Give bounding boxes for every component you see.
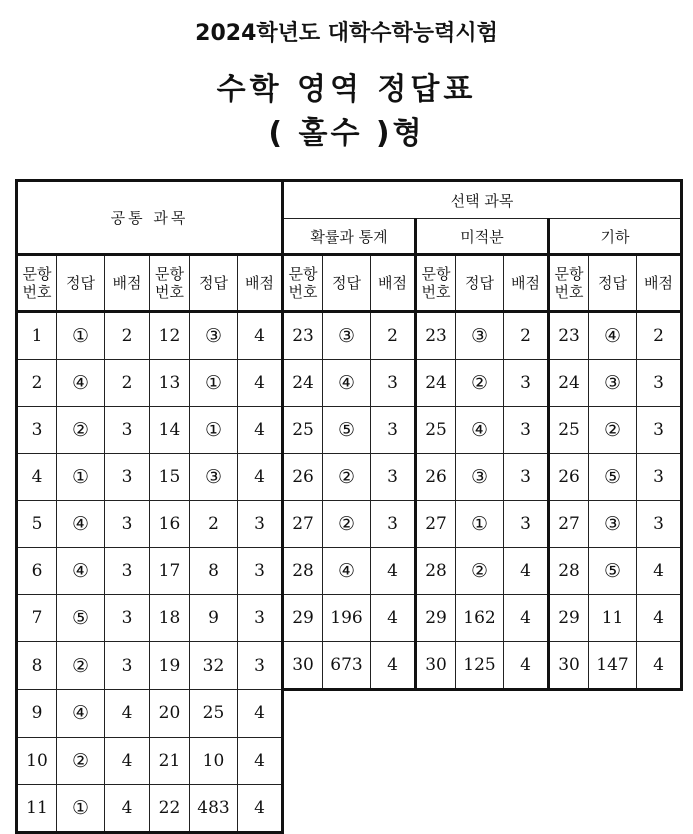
score: 3: [105, 642, 150, 690]
exam-type: ( 홀수 )형: [268, 116, 425, 151]
question-number: 18: [150, 595, 190, 642]
col-header-answer: 정답: [323, 255, 371, 312]
answer: ⑤: [589, 454, 637, 501]
question-number: 26: [416, 454, 456, 501]
answer: ③: [190, 312, 238, 360]
answer: ②: [57, 407, 105, 454]
answer: ⑤: [589, 548, 637, 595]
subject-header-calc: 미적분: [416, 219, 549, 255]
table-row: [17, 501, 682, 548]
table-row: [17, 407, 682, 454]
answer: ②: [57, 737, 105, 784]
table-row: [17, 548, 682, 595]
answer: 196: [323, 595, 371, 642]
answer: ④: [57, 360, 105, 407]
empty-cell: [283, 690, 323, 738]
question-number: 16: [150, 501, 190, 548]
empty-cell: [323, 784, 371, 832]
table-row: [17, 360, 682, 407]
score: 3: [371, 501, 416, 548]
question-number: 26: [549, 454, 589, 501]
question-number: 8: [17, 642, 57, 690]
score: 4: [238, 312, 283, 360]
question-number: 25: [549, 407, 589, 454]
score: 4: [238, 690, 283, 738]
question-number: 19: [150, 642, 190, 690]
empty-cell: [549, 784, 589, 832]
score: 3: [504, 360, 549, 407]
table-row: [17, 454, 682, 501]
table-row: [17, 595, 682, 642]
col-header-score: 배점: [105, 255, 150, 312]
empty-cell: [549, 690, 589, 738]
score: 4: [371, 642, 416, 690]
score: 3: [371, 360, 416, 407]
answer: ②: [323, 454, 371, 501]
question-number: 30: [416, 642, 456, 690]
answer: ④: [57, 690, 105, 738]
score: 3: [371, 454, 416, 501]
question-number: 3: [17, 407, 57, 454]
question-number: 12: [150, 312, 190, 360]
elective-subject-header: 선택 과목: [283, 181, 682, 219]
question-number: 1: [17, 312, 57, 360]
question-number: 28: [283, 548, 323, 595]
answer: ①: [456, 501, 504, 548]
table-row: [17, 690, 682, 738]
score: 2: [504, 312, 549, 360]
col-header-score: 배점: [504, 255, 549, 312]
document-title: 수학 영역 정답표: [216, 72, 477, 107]
exam-title: 2024학년도 대학수학능력시험: [195, 21, 498, 46]
col-header-number-line1: 문항: [22, 265, 52, 283]
answer: ②: [589, 407, 637, 454]
score: 4: [238, 784, 283, 832]
question-number: 15: [150, 454, 190, 501]
answer: ③: [323, 312, 371, 360]
col-header-number-line2: 번호: [155, 283, 184, 301]
empty-cell: [371, 690, 416, 738]
score: 3: [105, 595, 150, 642]
score: 3: [238, 548, 283, 595]
answer: ⑤: [57, 595, 105, 642]
empty-cell: [504, 690, 549, 738]
score: 2: [637, 312, 682, 360]
score: 3: [105, 501, 150, 548]
score: 4: [238, 407, 283, 454]
question-number: 23: [416, 312, 456, 360]
score: 3: [637, 454, 682, 501]
answer: 125: [456, 642, 504, 690]
question-number: 17: [150, 548, 190, 595]
table-row: [17, 737, 682, 784]
empty-cell: [504, 784, 549, 832]
answer: 32: [190, 642, 238, 690]
empty-cell: [416, 737, 456, 784]
col-header-number: [150, 255, 190, 312]
question-number: 7: [17, 595, 57, 642]
col-header-number: [17, 255, 57, 312]
answer: ④: [323, 548, 371, 595]
score: 4: [504, 548, 549, 595]
answer: 483: [190, 784, 238, 832]
col-header-number-line1: 문항: [155, 265, 184, 283]
score: 3: [637, 360, 682, 407]
answer: ①: [57, 784, 105, 832]
question-number: 29: [549, 595, 589, 642]
score: 3: [105, 548, 150, 595]
score: 4: [504, 595, 549, 642]
score: 2: [371, 312, 416, 360]
answer: ①: [190, 360, 238, 407]
empty-cell: [283, 737, 323, 784]
score: 4: [105, 690, 150, 738]
score: 3: [238, 595, 283, 642]
col-header-number: [283, 255, 323, 312]
answer: 162: [456, 595, 504, 642]
col-header-number-line1: 문항: [421, 265, 451, 283]
question-number: 6: [17, 548, 57, 595]
col-header-number: [416, 255, 456, 312]
common-subject-header: 공통 과목: [17, 181, 283, 255]
question-number: 10: [17, 737, 57, 784]
question-number: 30: [549, 642, 589, 690]
question-number: 26: [283, 454, 323, 501]
answer: 2: [190, 501, 238, 548]
score: 4: [637, 548, 682, 595]
empty-cell: [323, 737, 371, 784]
score: 4: [637, 595, 682, 642]
question-number: 22: [150, 784, 190, 832]
col-header-number-line2: 번호: [421, 283, 451, 301]
score: 3: [238, 501, 283, 548]
col-header-number-line1: 문항: [288, 265, 318, 283]
question-number: 14: [150, 407, 190, 454]
empty-cell: [589, 737, 637, 784]
question-number: 23: [549, 312, 589, 360]
empty-cell: [371, 784, 416, 832]
question-number: 29: [416, 595, 456, 642]
col-header-score: 배점: [371, 255, 416, 312]
question-number: 5: [17, 501, 57, 548]
empty-cell: [323, 690, 371, 738]
score: 3: [105, 407, 150, 454]
score: 4: [371, 548, 416, 595]
answer: ①: [57, 312, 105, 360]
empty-cell: [589, 690, 637, 738]
table-row: [17, 642, 682, 690]
answer: 25: [190, 690, 238, 738]
question-number: 25: [416, 407, 456, 454]
col-header-number: [549, 255, 589, 312]
answer: ④: [323, 360, 371, 407]
score: 2: [105, 312, 150, 360]
score: 3: [637, 407, 682, 454]
answer: 11: [589, 595, 637, 642]
table-row: [17, 784, 682, 832]
answer-table: [15, 179, 683, 834]
score: 3: [238, 642, 283, 690]
answer: 10: [190, 737, 238, 784]
col-header-number-line2: 번호: [22, 283, 52, 301]
score: 3: [504, 407, 549, 454]
empty-cell: [504, 737, 549, 784]
answer: ④: [57, 501, 105, 548]
question-number: 29: [283, 595, 323, 642]
question-number: 25: [283, 407, 323, 454]
empty-cell: [456, 690, 504, 738]
answer: ①: [190, 407, 238, 454]
empty-cell: [371, 737, 416, 784]
empty-cell: [456, 737, 504, 784]
score: 4: [371, 595, 416, 642]
answer: 147: [589, 642, 637, 690]
answer: ④: [589, 312, 637, 360]
question-number: 24: [283, 360, 323, 407]
score: 3: [371, 407, 416, 454]
col-header-number-line2: 번호: [288, 283, 318, 301]
answer: 673: [323, 642, 371, 690]
score: 4: [504, 642, 549, 690]
answer: 9: [190, 595, 238, 642]
question-number: 21: [150, 737, 190, 784]
empty-cell: [637, 737, 682, 784]
score: 4: [238, 360, 283, 407]
empty-cell: [416, 690, 456, 738]
col-header-answer: 정답: [589, 255, 637, 312]
answer: ③: [589, 501, 637, 548]
answer: ②: [323, 501, 371, 548]
score: 4: [105, 784, 150, 832]
score: 4: [637, 642, 682, 690]
score: 4: [238, 454, 283, 501]
subject-header-geom: 기하: [549, 219, 682, 255]
col-header-answer: 정답: [57, 255, 105, 312]
empty-cell: [589, 784, 637, 832]
score: 4: [238, 737, 283, 784]
question-number: 9: [17, 690, 57, 738]
score: 3: [637, 501, 682, 548]
question-number: 20: [150, 690, 190, 738]
question-number: 11: [17, 784, 57, 832]
question-number: 24: [416, 360, 456, 407]
answer: ③: [190, 454, 238, 501]
answer: ①: [57, 454, 105, 501]
question-number: 30: [283, 642, 323, 690]
question-number: 24: [549, 360, 589, 407]
empty-cell: [456, 784, 504, 832]
answer: ③: [456, 454, 504, 501]
question-number: 4: [17, 454, 57, 501]
question-number: 13: [150, 360, 190, 407]
answer: ②: [456, 360, 504, 407]
subject-header-prob: 확률과 통계: [283, 219, 416, 255]
question-number: 2: [17, 360, 57, 407]
score: 3: [504, 454, 549, 501]
empty-cell: [637, 784, 682, 832]
answer: 8: [190, 548, 238, 595]
col-header-number-line1: 문항: [554, 265, 584, 283]
answer: ②: [456, 548, 504, 595]
question-number: 27: [549, 501, 589, 548]
question-number: 23: [283, 312, 323, 360]
empty-cell: [637, 690, 682, 738]
question-number: 27: [283, 501, 323, 548]
score: 3: [504, 501, 549, 548]
col-header-number-line2: 번호: [554, 283, 584, 301]
empty-cell: [283, 784, 323, 832]
answer: ④: [456, 407, 504, 454]
question-number: 28: [549, 548, 589, 595]
score: 3: [105, 454, 150, 501]
col-header-score: 배점: [637, 255, 682, 312]
question-number: 27: [416, 501, 456, 548]
answer: ③: [589, 360, 637, 407]
table-row: [17, 312, 682, 360]
score: 4: [105, 737, 150, 784]
question-number: 28: [416, 548, 456, 595]
col-header-answer: 정답: [190, 255, 238, 312]
answer: ④: [57, 548, 105, 595]
col-header-score: 배점: [238, 255, 283, 312]
empty-cell: [549, 737, 589, 784]
empty-cell: [416, 784, 456, 832]
answer: ③: [456, 312, 504, 360]
answer: ②: [57, 642, 105, 690]
answer: ⑤: [323, 407, 371, 454]
score: 2: [105, 360, 150, 407]
col-header-answer: 정답: [456, 255, 504, 312]
